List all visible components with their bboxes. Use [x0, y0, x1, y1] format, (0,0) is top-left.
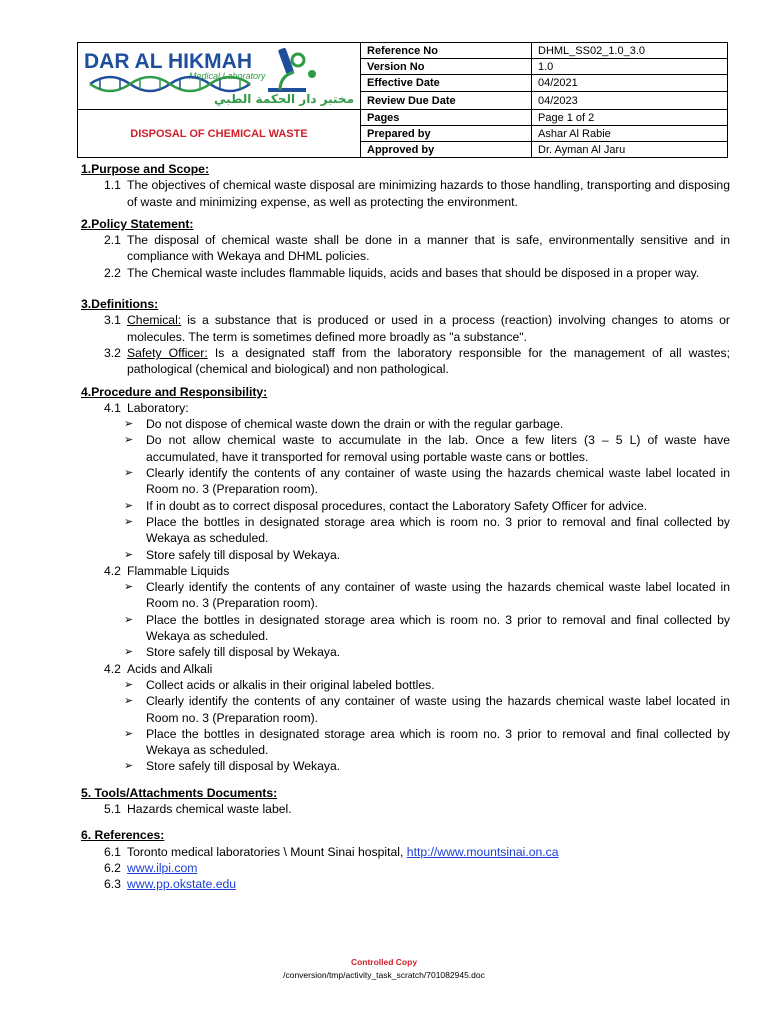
- bullet-item: [81, 726, 730, 759]
- logo-cell: [78, 43, 361, 110]
- meta-value: 04/2021: [532, 75, 728, 92]
- bullet-item: [81, 465, 730, 498]
- section-heading-policy: 2.Policy Statement:: [81, 216, 194, 231]
- item-number: 3.1: [104, 313, 121, 328]
- reference-link[interactable]: www.pp.okstate.edu: [127, 877, 237, 892]
- logo-name-en: DAR AL HIKMAH: [84, 50, 252, 73]
- bullet-text: Clearly identify the contents of any container of waste using the hazards chemical waste label located in Room no. 3 (Preparation room).: [146, 580, 730, 611]
- bullet-item: [81, 677, 730, 693]
- bullet-text: Store safely till disposal by Wekaya.: [146, 759, 341, 774]
- item-text: The disposal of chemical waste shall be done in a manner that is safe, environmentally sensitive and in compliance with Wekaya and DHML policies.: [127, 233, 730, 264]
- bullet-text: Place the bottles in designated storage area which is room no. 3 prior to removal and final collected by Wekaya as scheduled.: [146, 514, 730, 546]
- bullet-item: [81, 644, 730, 660]
- meta-label: Reference No: [361, 43, 532, 59]
- bullet-item: [81, 432, 730, 465]
- logo-name-ar: مختبر دار الحكمة الطبي: [214, 92, 354, 106]
- bullet-text: Store safely till disposal by Wekaya.: [146, 645, 341, 660]
- subsection-label: Flammable Liquids: [127, 563, 230, 578]
- subsection-label: Acids and Alkali: [127, 661, 213, 676]
- definition-item: [81, 312, 730, 345]
- document-title: DISPOSAL OF CHEMICAL WASTE: [78, 110, 361, 158]
- reference-item: [81, 844, 730, 860]
- item-text: The Chemical waste includes flammable liquids, acids and bases that should be disposed in a proper way.: [127, 265, 700, 280]
- section-heading-tools: 5. Tools/Attachments Documents:: [81, 785, 278, 800]
- reference-item: [81, 876, 730, 892]
- definition-term: Chemical:: [127, 313, 182, 328]
- reference-link[interactable]: http://www.mountsinai.on.ca: [406, 844, 559, 859]
- item-number: 6.1: [104, 844, 121, 859]
- arrow-bullet-icon: ➢: [124, 678, 134, 691]
- meta-value: 1.0: [532, 59, 728, 75]
- definition-text: Is a designated staff from the laboratory responsible for the management of all wastes; pathological (chemical and biological) and non pathological.: [127, 345, 730, 377]
- bullet-text: Do not allow chemical waste to accumulate in the lab. Once a few liters (3 – 5 L) of waste have accumulated, have it transported for removal using portable waste cans or bottles.: [146, 433, 730, 464]
- item-number: 3.2: [104, 345, 121, 360]
- microscope-icon: [268, 47, 316, 90]
- bullet-item: [81, 693, 730, 726]
- arrow-bullet-icon: ➢: [124, 499, 134, 512]
- bullet-text: If in doubt as to correct disposal procedures, contact the Laboratory Safety Officer for advice.: [146, 498, 648, 513]
- item-number: 4.2: [104, 661, 121, 676]
- list-item: [81, 232, 730, 265]
- bullet-text: Store safely till disposal by Wekaya.: [146, 547, 341, 562]
- item-number: 6.2: [104, 860, 121, 875]
- meta-value: Ashar Al Rabie: [532, 126, 728, 142]
- subsection-title: [81, 563, 730, 579]
- arrow-bullet-icon: ➢: [124, 727, 134, 740]
- arrow-bullet-icon: ➢: [124, 434, 134, 447]
- bullet-item: [81, 579, 730, 612]
- bullet-text: Do not dispose of chemical waste down the drain or with the regular garbage.: [146, 417, 564, 432]
- bullet-item: [81, 498, 730, 514]
- item-number: 4.1: [104, 400, 121, 415]
- meta-label: Approved by: [361, 142, 532, 158]
- reference-item: [81, 860, 730, 876]
- arrow-bullet-icon: ➢: [124, 581, 134, 594]
- dar-al-hikmah-logo: [84, 46, 354, 106]
- item-text: The objectives of chemical waste disposal are minimizing hazards to those handling, transporting and disposing of waste and minimizing expense, as well as protecting the environment.: [127, 178, 730, 209]
- bullet-item: [81, 416, 730, 432]
- bullet-item: [81, 514, 730, 547]
- meta-value: Dr. Ayman Al Jaru: [532, 142, 728, 158]
- arrow-bullet-icon: ➢: [124, 418, 134, 431]
- item-number: 2.1: [104, 233, 121, 248]
- list-item: [81, 265, 730, 281]
- subsection-title: [81, 400, 730, 416]
- section-heading-definitions: 3.Definitions:: [81, 297, 159, 312]
- meta-label: Effective Date: [361, 75, 532, 92]
- section-heading-procedure: 4.Procedure and Responsibility:: [81, 384, 268, 399]
- arrow-bullet-icon: ➢: [124, 695, 134, 708]
- reference-text: Toronto medical laboratories \ Mount Sinai hospital,: [127, 844, 407, 859]
- definition-term: Safety Officer:: [127, 345, 208, 360]
- meta-value: 04/2023: [532, 92, 728, 110]
- bullet-item: [81, 758, 730, 774]
- list-item: [81, 801, 730, 817]
- subsection-title: [81, 661, 730, 677]
- list-item: [81, 177, 730, 210]
- meta-label: Version No: [361, 59, 532, 75]
- meta-value: Page 1 of 2: [532, 110, 728, 126]
- reference-link[interactable]: www.ilpi.com: [127, 860, 198, 875]
- bullet-text: Clearly identify the contents of any container of waste using the hazards chemical waste label located in Room no. 3 (Preparation room).: [146, 694, 730, 725]
- arrow-bullet-icon: ➢: [124, 760, 134, 773]
- bullet-item: [81, 612, 730, 645]
- arrow-bullet-icon: ➢: [124, 515, 134, 528]
- meta-label: Prepared by: [361, 126, 532, 142]
- item-number: 4.2: [104, 563, 121, 578]
- file-path: /conversion/tmp/activity_task_scratch/701082945.doc: [283, 970, 485, 980]
- subsection-label: Laboratory:: [127, 400, 189, 415]
- bullet-item: [81, 547, 730, 563]
- arrow-bullet-icon: ➢: [124, 646, 134, 659]
- controlled-copy-label: Controlled Copy: [350, 957, 418, 967]
- arrow-bullet-icon: ➢: [124, 613, 134, 626]
- item-number: 1.1: [104, 178, 121, 193]
- item-number: 2.2: [104, 265, 121, 280]
- bullet-text: Clearly identify the contents of any container of waste using the hazards chemical waste label located in Room no. 3 (Preparation room).: [146, 466, 730, 497]
- bullet-text: Place the bottles in designated storage area which is room no. 3 prior to removal and final collected by Wekaya as scheduled.: [146, 726, 730, 758]
- definition-text: is a substance that is produced or used in a process (reaction) involving changes to atoms or molecules. The term is sometimes defined more broadly as "a substance".: [127, 313, 730, 344]
- logo-subtitle: Medical Laboratory: [189, 71, 266, 81]
- item-text: Hazards chemical waste label.: [127, 801, 292, 816]
- header-table: [77, 42, 728, 158]
- bullet-text: Collect acids or alkalis in their original labeled bottles.: [146, 677, 435, 692]
- item-number: 6.3: [104, 877, 121, 892]
- meta-label: Pages: [361, 110, 532, 126]
- document-body: [81, 161, 730, 892]
- arrow-bullet-icon: ➢: [124, 548, 134, 561]
- meta-label: Review Due Date: [361, 92, 532, 110]
- section-heading-references: 6. References:: [81, 828, 165, 843]
- meta-value: DHML_SS02_1.0_3.0: [532, 43, 728, 59]
- item-number: 5.1: [104, 801, 121, 816]
- section-heading-purpose: 1.Purpose and Scope:: [81, 162, 209, 176]
- arrow-bullet-icon: ➢: [124, 467, 134, 480]
- bullet-text: Place the bottles in designated storage area which is room no. 3 prior to removal and final collected by Wekaya as scheduled.: [146, 612, 730, 644]
- definition-item: [81, 345, 730, 378]
